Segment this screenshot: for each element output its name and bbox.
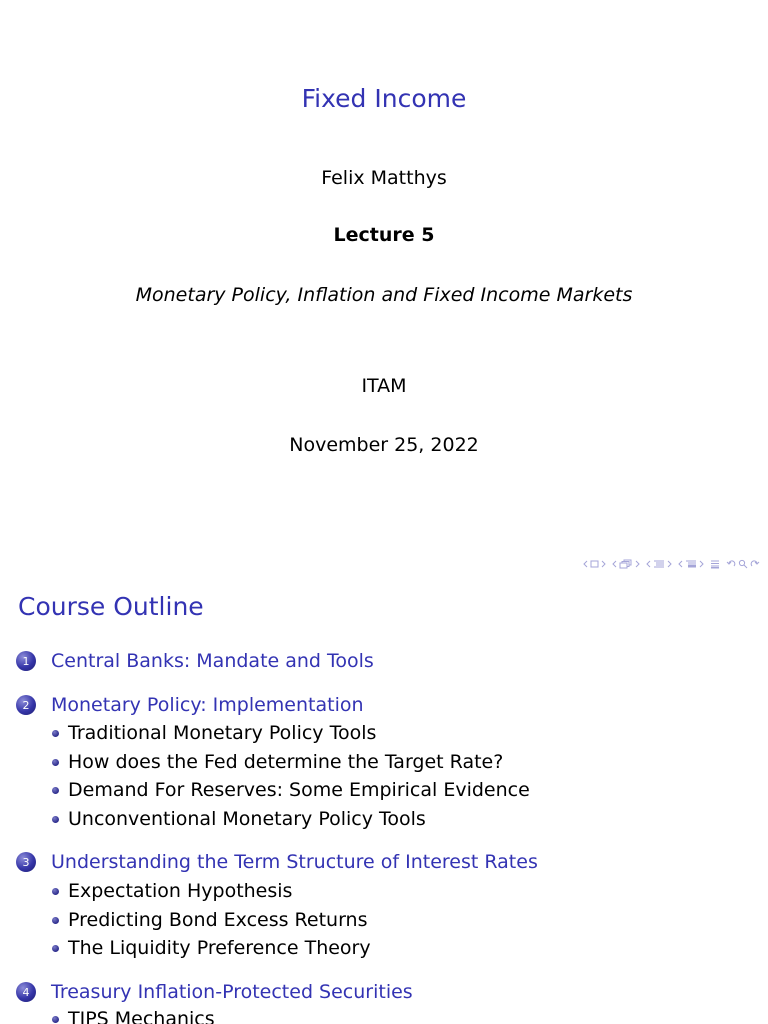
subsection-label[interactable]: Predicting Bond Excess Returns <box>68 909 368 931</box>
section-number-badge: 4 <box>16 982 36 1002</box>
section-forward-icon[interactable] <box>667 560 672 568</box>
subsection-item[interactable] <box>52 1008 215 1024</box>
outline-slide <box>0 578 768 1024</box>
subsection-item[interactable] <box>52 937 371 959</box>
subsection-item[interactable] <box>52 808 426 830</box>
subsection-item[interactable] <box>52 751 503 773</box>
section-number-badge: 3 <box>16 852 36 872</box>
slide-nav <box>678 559 704 569</box>
outline-icon[interactable] <box>710 559 720 569</box>
bullet-icon <box>52 759 59 766</box>
bullet-icon <box>52 888 59 895</box>
subsection-label[interactable]: How does the Fed determine the Target Rate? <box>68 751 504 773</box>
author-name: Felix Matthys <box>321 167 447 189</box>
frame-forward-icon[interactable] <box>601 560 606 568</box>
section-2[interactable] <box>16 694 364 716</box>
navigation-bar <box>583 559 760 569</box>
frame-nav <box>583 560 606 568</box>
section-nav <box>646 559 672 569</box>
outline-title: Course Outline <box>18 592 204 621</box>
subsection-label[interactable]: Unconventional Monetary Policy Tools <box>68 808 426 830</box>
subsection-item[interactable] <box>52 909 368 931</box>
subsection-label[interactable]: Traditional Monetary Policy Tools <box>68 722 377 744</box>
bullet-icon <box>52 787 59 794</box>
presentation-date: November 25, 2022 <box>289 434 479 456</box>
section-label[interactable]: Monetary Policy: Implementation <box>51 694 364 716</box>
section-label[interactable]: Treasury Inflation-Protected Securities <box>51 981 413 1003</box>
redo-icon[interactable] <box>750 559 760 569</box>
bullet-icon <box>52 917 59 924</box>
section-label[interactable]: Central Banks: Mandate and Tools <box>51 650 374 672</box>
lecture-number: Lecture 5 <box>333 224 435 246</box>
section-4[interactable] <box>16 981 413 1003</box>
subsection-forward-icon[interactable] <box>635 560 640 568</box>
bullet-icon <box>52 730 59 737</box>
section-number-badge: 2 <box>16 695 36 715</box>
subsection-label[interactable]: The Liquidity Preference Theory <box>68 937 371 959</box>
subsection-label[interactable]: TIPS Mechanics <box>68 1008 215 1024</box>
slide-icon[interactable] <box>685 559 697 569</box>
frame-icon[interactable] <box>590 560 599 568</box>
subsection-icon[interactable] <box>619 559 633 569</box>
frame-back-icon[interactable] <box>583 560 588 568</box>
bullet-icon <box>52 1016 59 1023</box>
section-number-badge: 1 <box>16 651 36 671</box>
subsection-label[interactable]: Demand For Reserves: Some Empirical Evidence <box>68 779 530 801</box>
subsection-item[interactable] <box>52 880 292 902</box>
lecture-subtitle: Monetary Policy, Inflation and Fixed Income Markets <box>135 284 633 306</box>
section-3[interactable] <box>16 851 538 873</box>
slide-forward-icon[interactable] <box>699 560 704 568</box>
subsection-nav <box>612 559 640 569</box>
slide-back-icon[interactable] <box>678 560 683 568</box>
subsection-item[interactable] <box>52 722 376 744</box>
bullet-icon <box>52 816 59 823</box>
subsection-item[interactable] <box>52 779 530 801</box>
section-icon[interactable] <box>653 559 665 569</box>
undo-icon[interactable] <box>726 559 736 569</box>
section-back-icon[interactable] <box>646 560 651 568</box>
subsection-label[interactable]: Expectation Hypothesis <box>68 880 293 902</box>
bullet-icon <box>52 945 59 952</box>
search-icon[interactable] <box>738 559 748 569</box>
institute-name: ITAM <box>361 375 407 397</box>
section-label[interactable]: Understanding the Term Structure of Interest Rates <box>51 851 538 873</box>
presentation-title: Fixed Income <box>301 84 467 113</box>
subsection-back-icon[interactable] <box>612 560 617 568</box>
search-nav <box>726 559 760 569</box>
outline-nav <box>710 559 720 569</box>
section-1[interactable] <box>16 650 374 672</box>
